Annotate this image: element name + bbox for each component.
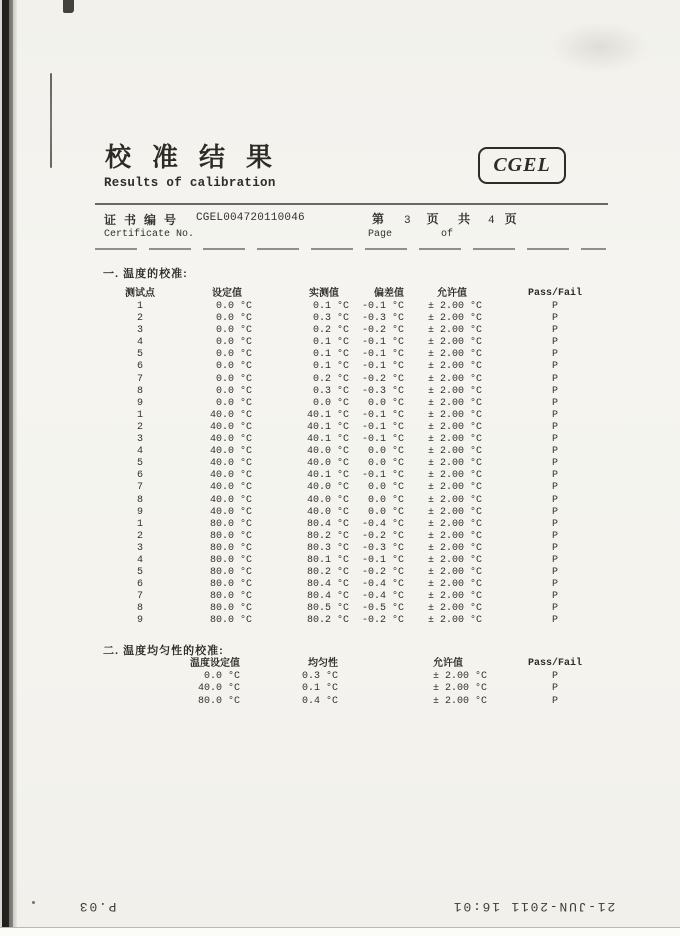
cell-result: P bbox=[551, 470, 558, 482]
cell-result: P bbox=[551, 554, 558, 566]
table2-row bbox=[100, 671, 610, 683]
cell-allowed-value: ± 2.00 °C bbox=[428, 603, 483, 615]
cell-set-value: 80.0 °C bbox=[209, 542, 252, 554]
cell-deviation-value: -0.1 °C bbox=[361, 349, 404, 361]
cell-result: P bbox=[551, 434, 558, 446]
cell-uniformity: 0.1 °C bbox=[301, 683, 338, 695]
cell-allowed-value: ± 2.00 °C bbox=[428, 482, 483, 494]
cell-deviation-value: -0.2 °C bbox=[361, 373, 404, 385]
cell-deviation-value: -0.2 °C bbox=[361, 615, 404, 627]
cell-measured-value: 40.0 °C bbox=[306, 482, 349, 494]
page-indicator bbox=[372, 210, 517, 227]
cell-allowed-value: ± 2.00 °C bbox=[428, 421, 483, 433]
table1-row bbox=[100, 386, 610, 398]
cell-result: P bbox=[551, 506, 558, 518]
cell-measured-value: 80.1 °C bbox=[306, 554, 349, 566]
cell-result: P bbox=[551, 373, 558, 385]
cell-set-value: 80.0 °C bbox=[209, 579, 252, 591]
col-set-value: 设定值 bbox=[212, 288, 242, 299]
table1-row bbox=[100, 361, 610, 373]
cell-deviation-value: -0.1 °C bbox=[361, 361, 404, 373]
fax-timestamp: 21-JUN-2011 16:01 bbox=[452, 899, 616, 914]
cell-measured-value: 0.2 °C bbox=[312, 325, 349, 337]
cell-set-value: 0.0 °C bbox=[215, 301, 252, 312]
scan-left-edge bbox=[0, 0, 17, 936]
cell-set-value: 80.0 °C bbox=[209, 591, 252, 603]
cell-measured-value: 0.0 °C bbox=[312, 397, 349, 409]
cell-allowed-value: ± 2.00 °C bbox=[428, 373, 483, 385]
cell-test-point: 7 bbox=[136, 373, 143, 385]
page-label-en: Page bbox=[368, 229, 393, 240]
table1-row bbox=[100, 519, 610, 531]
cell-allowed-value: ± 2.00 °C bbox=[428, 409, 483, 421]
cell-test-point: 8 bbox=[136, 494, 143, 506]
cell-test-point: 4 bbox=[136, 337, 143, 349]
cell-result: P bbox=[551, 603, 558, 615]
cell-set-value: 80.0 °C bbox=[209, 554, 252, 566]
cell-set-value: 0.0 °C bbox=[215, 397, 252, 409]
cell-result: P bbox=[551, 409, 558, 421]
cell-test-point: 6 bbox=[136, 470, 143, 482]
cell-result: P bbox=[551, 385, 558, 397]
cell-temp-set-value: 80.0 °C bbox=[197, 695, 240, 707]
table2-body bbox=[100, 671, 610, 708]
cell-deviation-value: -0.3 °C bbox=[361, 542, 404, 554]
certificate-number: CGEL004720110046 bbox=[196, 212, 305, 224]
cell-result: P bbox=[551, 615, 558, 627]
col-test-point: 测试点 bbox=[125, 288, 155, 299]
cell-deviation-value: -0.1 °C bbox=[361, 434, 404, 446]
fax-page-number: P.03 bbox=[78, 899, 117, 914]
temperature-calibration-table bbox=[100, 287, 610, 628]
table2-header-row bbox=[100, 658, 610, 671]
cell-set-value: 40.0 °C bbox=[209, 458, 252, 470]
page-label-zh-2: 页 共 bbox=[426, 212, 478, 226]
table1-row bbox=[100, 531, 610, 543]
cell-measured-value: 80.4 °C bbox=[306, 518, 349, 530]
cell-test-point: 5 bbox=[136, 349, 143, 361]
table1-row bbox=[100, 374, 610, 386]
table1-row bbox=[100, 422, 610, 434]
cell-deviation-value: -0.3 °C bbox=[361, 313, 404, 325]
horizontal-rule-top bbox=[95, 203, 608, 205]
cell-set-value: 0.0 °C bbox=[215, 361, 252, 373]
table2-row bbox=[100, 683, 610, 695]
cell-deviation-value: -0.1 °C bbox=[361, 409, 404, 421]
cell-result: P bbox=[551, 695, 558, 707]
table1-row bbox=[100, 615, 610, 627]
cell-deviation-value: -0.1 °C bbox=[361, 421, 404, 433]
cell-test-point: 8 bbox=[136, 385, 143, 397]
horizontal-rule-dashed bbox=[95, 248, 606, 250]
cgel-logo bbox=[478, 147, 566, 184]
cell-set-value: 40.0 °C bbox=[209, 482, 252, 494]
cell-allowed-value: ± 2.00 °C bbox=[428, 579, 483, 591]
table1-row bbox=[100, 301, 610, 313]
cell-allowed-value: ± 2.00 °C bbox=[433, 671, 488, 682]
cell-result: P bbox=[551, 301, 558, 312]
col-uniformity: 均匀性 bbox=[308, 658, 338, 669]
cell-allowed-value: ± 2.00 °C bbox=[433, 683, 488, 695]
table1-row bbox=[100, 470, 610, 482]
cell-set-value: 80.0 °C bbox=[209, 530, 252, 542]
table2-row bbox=[100, 696, 610, 708]
cell-measured-value: 40.1 °C bbox=[306, 470, 349, 482]
col-pass-fail: Pass/Fail bbox=[527, 658, 582, 669]
cell-allowed-value: ± 2.00 °C bbox=[428, 615, 483, 627]
cell-set-value: 40.0 °C bbox=[209, 446, 252, 458]
cell-uniformity: 0.4 °C bbox=[301, 695, 338, 707]
cell-test-point: 3 bbox=[136, 325, 143, 337]
cell-deviation-value: 0.0 °C bbox=[367, 482, 404, 494]
table1-row bbox=[100, 446, 610, 458]
cell-test-point: 1 bbox=[136, 301, 143, 312]
page-title-english: Results of calibration bbox=[104, 176, 276, 190]
cell-allowed-value: ± 2.00 °C bbox=[428, 554, 483, 566]
page-title-chinese: 校准结果 bbox=[105, 142, 294, 172]
cell-allowed-value: ± 2.00 °C bbox=[428, 434, 483, 446]
cell-allowed-value: ± 2.00 °C bbox=[428, 349, 483, 361]
cell-allowed-value: ± 2.00 °C bbox=[428, 397, 483, 409]
table1-row bbox=[100, 458, 610, 470]
cell-set-value: 40.0 °C bbox=[209, 434, 252, 446]
cell-deviation-value: -0.4 °C bbox=[361, 579, 404, 591]
table1-row bbox=[100, 603, 610, 615]
col-deviation-value: 偏差值 bbox=[374, 288, 404, 299]
cell-measured-value: 40.1 °C bbox=[306, 421, 349, 433]
col-measured-value: 实测值 bbox=[309, 288, 339, 299]
col-pass-fail: Pass/Fail bbox=[527, 288, 582, 299]
cell-set-value: 0.0 °C bbox=[215, 325, 252, 337]
cell-set-value: 80.0 °C bbox=[209, 518, 252, 530]
scan-line-artifact bbox=[50, 73, 52, 168]
cell-result: P bbox=[551, 458, 558, 470]
cell-set-value: 40.0 °C bbox=[209, 470, 252, 482]
cell-set-value: 0.0 °C bbox=[215, 337, 252, 349]
cell-deviation-value: -0.4 °C bbox=[361, 591, 404, 603]
cell-allowed-value: ± 2.00 °C bbox=[428, 506, 483, 518]
cell-test-point: 3 bbox=[136, 542, 143, 554]
cell-test-point: 1 bbox=[136, 518, 143, 530]
cell-allowed-value: ± 2.00 °C bbox=[433, 695, 488, 707]
cell-deviation-value: -0.1 °C bbox=[361, 337, 404, 349]
cell-allowed-value: ± 2.00 °C bbox=[428, 385, 483, 397]
table1-row bbox=[100, 349, 610, 361]
cell-result: P bbox=[551, 482, 558, 494]
cell-measured-value: 80.2 °C bbox=[306, 615, 349, 627]
cell-test-point: 2 bbox=[136, 421, 143, 433]
cell-allowed-value: ± 2.00 °C bbox=[428, 446, 483, 458]
cell-deviation-value: -0.4 °C bbox=[361, 518, 404, 530]
cell-allowed-value: ± 2.00 °C bbox=[428, 494, 483, 506]
section2-heading: 二. 温度均匀性的校准: bbox=[103, 645, 224, 657]
cell-deviation-value: -0.3 °C bbox=[361, 385, 404, 397]
cell-measured-value: 0.1 °C bbox=[312, 301, 349, 312]
table1-body bbox=[100, 301, 610, 628]
cell-temp-set-value: 40.0 °C bbox=[197, 683, 240, 695]
cell-test-point: 9 bbox=[136, 615, 143, 627]
cell-temp-set-value: 0.0 °C bbox=[203, 671, 240, 682]
table1-row bbox=[100, 507, 610, 519]
page-of-label-en: of bbox=[441, 229, 454, 240]
cell-result: P bbox=[551, 421, 558, 433]
cell-result: P bbox=[551, 530, 558, 542]
cell-result: P bbox=[551, 397, 558, 409]
cell-allowed-value: ± 2.00 °C bbox=[428, 470, 483, 482]
cell-measured-value: 0.2 °C bbox=[312, 373, 349, 385]
cell-set-value: 0.0 °C bbox=[215, 313, 252, 325]
table1-row bbox=[100, 337, 610, 349]
certificate-label-english: Certificate No. bbox=[104, 229, 195, 240]
cell-test-point: 6 bbox=[136, 361, 143, 373]
cell-test-point: 2 bbox=[136, 313, 143, 325]
cell-test-point: 7 bbox=[136, 482, 143, 494]
page-number: 3 bbox=[404, 215, 411, 227]
table1-row bbox=[100, 325, 610, 337]
cell-measured-value: 80.2 °C bbox=[306, 567, 349, 579]
cell-deviation-value: 0.0 °C bbox=[367, 446, 404, 458]
cell-allowed-value: ± 2.00 °C bbox=[428, 361, 483, 373]
cell-test-point: 5 bbox=[136, 458, 143, 470]
cell-result: P bbox=[551, 313, 558, 325]
table1-row bbox=[100, 495, 610, 507]
cell-deviation-value: 0.0 °C bbox=[367, 458, 404, 470]
table1-row bbox=[100, 313, 610, 325]
cell-deviation-value: -0.1 °C bbox=[361, 470, 404, 482]
cell-measured-value: 80.5 °C bbox=[306, 603, 349, 615]
cell-set-value: 0.0 °C bbox=[215, 373, 252, 385]
cell-test-point: 4 bbox=[136, 446, 143, 458]
cell-measured-value: 0.1 °C bbox=[312, 361, 349, 373]
cell-deviation-value: 0.0 °C bbox=[367, 494, 404, 506]
cell-allowed-value: ± 2.00 °C bbox=[428, 458, 483, 470]
scan-top-mark bbox=[63, 0, 74, 13]
cell-measured-value: 40.1 °C bbox=[306, 409, 349, 421]
cell-measured-value: 0.3 °C bbox=[312, 385, 349, 397]
cell-result: P bbox=[551, 337, 558, 349]
table1-row bbox=[100, 591, 610, 603]
table1-row bbox=[100, 579, 610, 591]
col-allowed-value: 允许值 bbox=[433, 658, 463, 669]
cell-set-value: 0.0 °C bbox=[215, 349, 252, 361]
cell-test-point: 5 bbox=[136, 567, 143, 579]
cell-test-point: 2 bbox=[136, 530, 143, 542]
cell-measured-value: 80.3 °C bbox=[306, 542, 349, 554]
scan-dot-artifact bbox=[32, 901, 35, 904]
cell-allowed-value: ± 2.00 °C bbox=[428, 325, 483, 337]
cell-allowed-value: ± 2.00 °C bbox=[428, 301, 483, 312]
cell-test-point: 7 bbox=[136, 591, 143, 603]
cell-deviation-value: -0.5 °C bbox=[361, 603, 404, 615]
cell-measured-value: 40.1 °C bbox=[306, 434, 349, 446]
table1-row bbox=[100, 567, 610, 579]
table1-row bbox=[100, 555, 610, 567]
cell-result: P bbox=[551, 349, 558, 361]
col-temp-set-value: 温度设定值 bbox=[190, 658, 240, 669]
cell-set-value: 80.0 °C bbox=[209, 603, 252, 615]
section1-heading: 一. 温度的校准: bbox=[103, 268, 188, 280]
scan-smudge bbox=[550, 22, 650, 72]
cell-result: P bbox=[551, 361, 558, 373]
cell-allowed-value: ± 2.00 °C bbox=[428, 530, 483, 542]
cell-test-point: 9 bbox=[136, 506, 143, 518]
table1-row bbox=[100, 482, 610, 494]
page-label-zh-1: 第 bbox=[372, 212, 385, 226]
cell-measured-value: 40.0 °C bbox=[306, 494, 349, 506]
cell-result: P bbox=[551, 591, 558, 603]
cell-test-point: 9 bbox=[136, 397, 143, 409]
cell-set-value: 0.0 °C bbox=[215, 385, 252, 397]
cell-measured-value: 40.0 °C bbox=[306, 446, 349, 458]
cell-test-point: 1 bbox=[136, 409, 143, 421]
cell-set-value: 80.0 °C bbox=[209, 567, 252, 579]
cell-result: P bbox=[551, 325, 558, 337]
cell-deviation-value: 0.0 °C bbox=[367, 506, 404, 518]
cell-set-value: 40.0 °C bbox=[209, 494, 252, 506]
cell-allowed-value: ± 2.00 °C bbox=[428, 518, 483, 530]
cell-set-value: 40.0 °C bbox=[209, 506, 252, 518]
temperature-uniformity-table bbox=[100, 658, 610, 708]
page-total: 4 bbox=[487, 215, 495, 227]
cell-result: P bbox=[551, 567, 558, 579]
table1-row bbox=[100, 434, 610, 446]
cell-result: P bbox=[551, 542, 558, 554]
cell-test-point: 4 bbox=[136, 554, 143, 566]
cell-deviation-value: -0.2 °C bbox=[361, 530, 404, 542]
cell-measured-value: 0.1 °C bbox=[312, 349, 349, 361]
cell-set-value: 80.0 °C bbox=[209, 615, 252, 627]
table1-row bbox=[100, 543, 610, 555]
cell-test-point: 8 bbox=[136, 603, 143, 615]
page-label-zh-3: 页 bbox=[504, 212, 517, 226]
table1-header-row bbox=[100, 287, 610, 301]
cell-measured-value: 80.4 °C bbox=[306, 591, 349, 603]
certificate-label-chinese: 证书编号 bbox=[104, 213, 185, 227]
col-allowed-value: 允许值 bbox=[437, 288, 467, 299]
cell-deviation-value: -0.2 °C bbox=[361, 325, 404, 337]
cell-measured-value: 40.0 °C bbox=[306, 506, 349, 518]
cell-result: P bbox=[551, 518, 558, 530]
cell-result: P bbox=[551, 671, 558, 682]
cell-measured-value: 0.3 °C bbox=[312, 313, 349, 325]
cell-uniformity: 0.3 °C bbox=[301, 671, 338, 682]
cell-allowed-value: ± 2.00 °C bbox=[428, 337, 483, 349]
cell-allowed-value: ± 2.00 °C bbox=[428, 567, 483, 579]
scan-bottom-edge bbox=[0, 927, 680, 936]
cell-result: P bbox=[551, 683, 558, 695]
cell-deviation-value: 0.0 °C bbox=[367, 397, 404, 409]
cell-allowed-value: ± 2.00 °C bbox=[428, 542, 483, 554]
cell-deviation-value: -0.2 °C bbox=[361, 567, 404, 579]
cell-result: P bbox=[551, 579, 558, 591]
cell-measured-value: 0.1 °C bbox=[312, 337, 349, 349]
cell-measured-value: 80.4 °C bbox=[306, 579, 349, 591]
cell-test-point: 3 bbox=[136, 434, 143, 446]
table1-row bbox=[100, 398, 610, 410]
cell-test-point: 6 bbox=[136, 579, 143, 591]
cell-set-value: 40.0 °C bbox=[209, 409, 252, 421]
cell-deviation-value: -0.1 °C bbox=[361, 301, 404, 312]
cell-result: P bbox=[551, 494, 558, 506]
table1-row bbox=[100, 410, 610, 422]
cell-measured-value: 40.0 °C bbox=[306, 458, 349, 470]
cell-set-value: 40.0 °C bbox=[209, 421, 252, 433]
cell-allowed-value: ± 2.00 °C bbox=[428, 591, 483, 603]
cell-allowed-value: ± 2.00 °C bbox=[428, 313, 483, 325]
cell-deviation-value: -0.1 °C bbox=[361, 554, 404, 566]
cell-result: P bbox=[551, 446, 558, 458]
cgel-logo-text: CGEL bbox=[493, 154, 551, 176]
cell-measured-value: 80.2 °C bbox=[306, 530, 349, 542]
